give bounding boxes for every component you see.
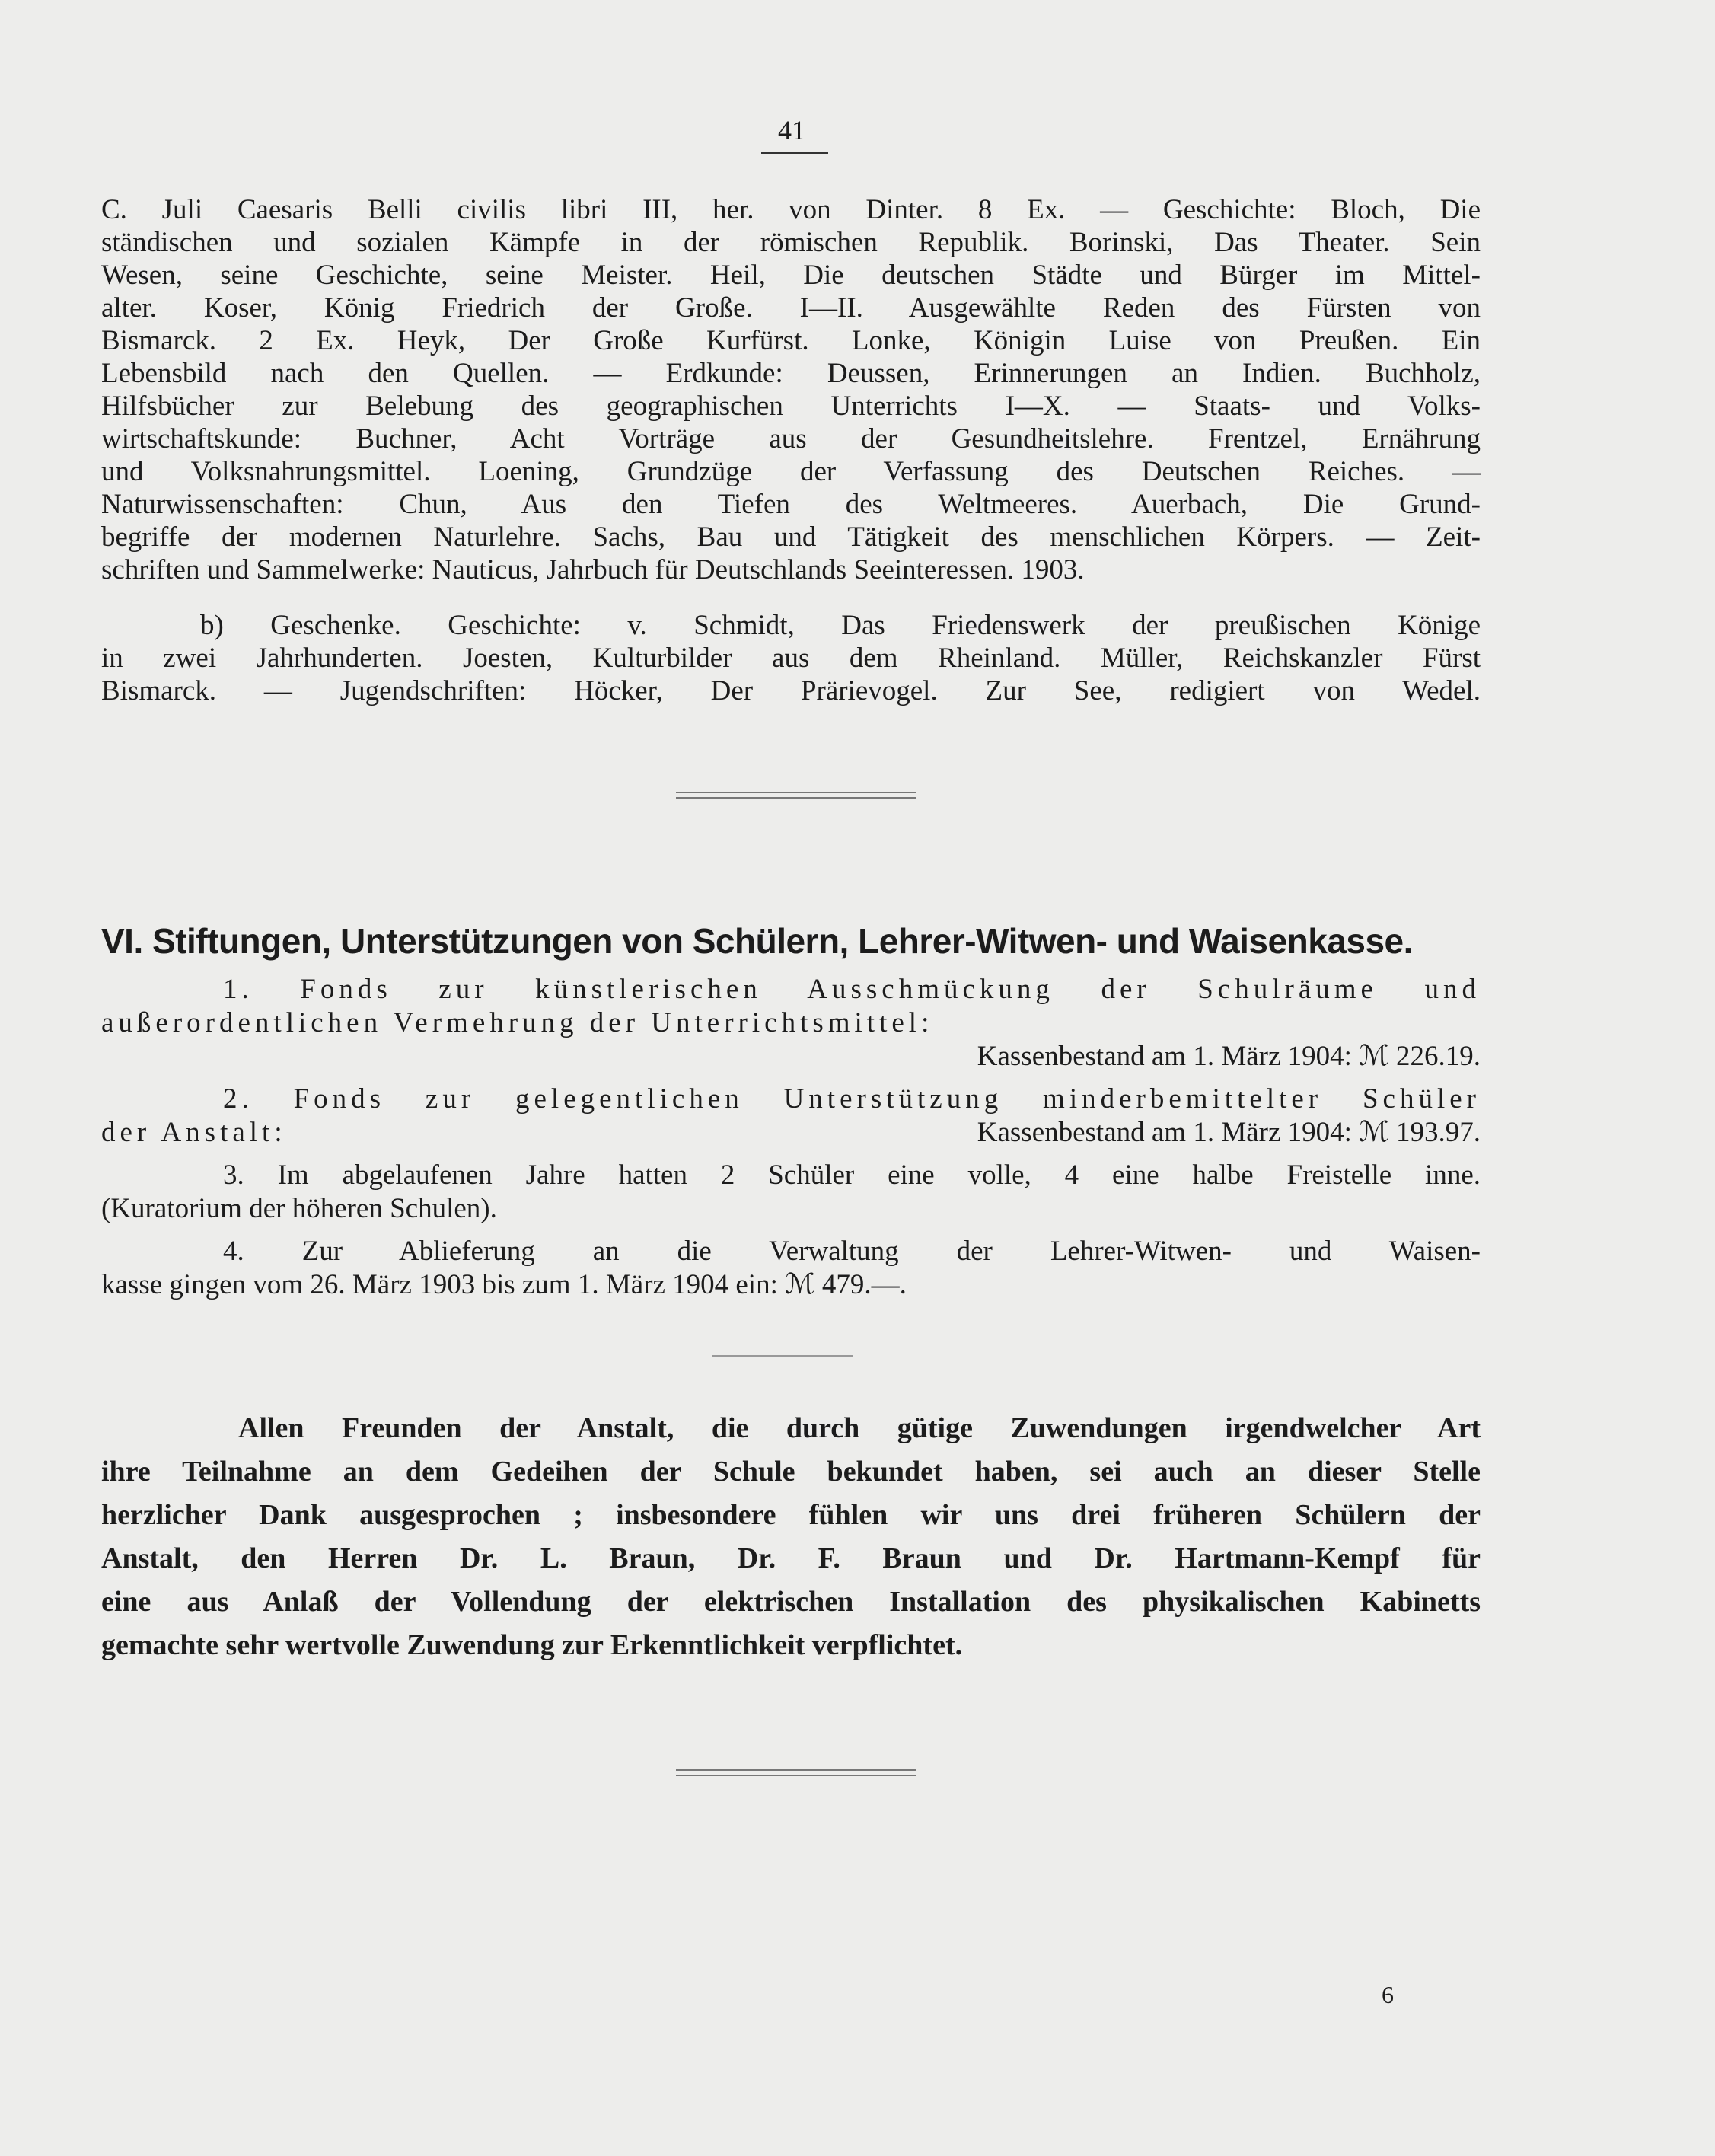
text-line: begriffe der modernen Naturlehre. Sachs, Bau und Tätigkeit des menschlichen Körpers. — Zeit- xyxy=(101,521,1481,553)
page-number: 41 xyxy=(778,115,805,145)
text-line: Wesen, seine Geschichte, seine Meister. Heil, Die deutschen Städte und Bürger im Mittel- xyxy=(101,260,1481,291)
text-line: ihre Teilnahme an dem Gedeihen der Schule bekundet haben, sei auch an dieser Stelle xyxy=(101,1456,1481,1488)
text-line: Bismarck. — Jugendschriften: Höcker, Der Prärievogel. Zur See, redigiert von Wedel. xyxy=(101,675,1481,706)
signature-number: 6 xyxy=(1382,1981,1394,2008)
book-list-paragraph xyxy=(101,193,1481,586)
fund-2-balance: Kassenbestand am 1. März 1904: ℳ 193.97. xyxy=(977,1117,1481,1148)
text-line: Bismarck. 2 Ex. Heyk, Der Große Kurfürst. Lonke, Königin Luise von Preußen. Ein xyxy=(101,325,1481,356)
text-line: gemachte sehr wertvolle Zuwendung zur Erkenntlichkeit verpflichtet. xyxy=(101,1629,963,1661)
text-line: Lebensbild nach den Quellen. — Erdkunde: Deussen, Erinnerungen an Indien. Buchholz, xyxy=(101,358,1481,389)
text-line: schriften und Sammelwerke: Nauticus, Jahrbuch für Deutschlands Seeinteressen. 1903. xyxy=(101,554,1085,585)
text-line: eine aus Anlaß der Vollendung der elektrischen Installation des physikalischen Kabinetts xyxy=(101,1586,1481,1618)
text-line: herzlicher Dank ausgesprochen ; insbesondere fühlen wir uns drei früheren Schülern der xyxy=(101,1499,1481,1531)
text-line: Allen Freunden der Anstalt, die durch gütige Zuwendungen irgendwelcher Art xyxy=(238,1412,1481,1444)
item-3-text: 3. Im abgelaufenen Jahre hatten 2 Schüler eine volle, 4 eine halbe Freistelle inne. xyxy=(223,1159,1481,1191)
item-3-text-cont: (Kuratorium der höheren Schulen). xyxy=(101,1193,497,1224)
section-divider xyxy=(676,1769,916,1771)
gifts-paragraph xyxy=(101,609,1481,707)
text-line: in zwei Jahrhunderten. Joesten, Kulturbilder aus dem Rheinland. Müller, Reichskanzler Fürst xyxy=(101,643,1481,674)
item-4-text-cont: kasse gingen vom 26. März 1903 bis zum 1. März 1904 ein: ℳ 479.—. xyxy=(101,1269,907,1300)
section-divider xyxy=(676,1775,916,1776)
fund-1-balance: Kassenbestand am 1. März 1904: ℳ 226.19. xyxy=(977,1041,1481,1072)
text-line: Naturwissenschaften: Chun, Aus den Tiefen des Weltmeeres. Auerbach, Die Grund- xyxy=(101,489,1481,520)
text-line: und Volksnahrungsmittel. Loening, Grundzüge der Verfassung des Deutschen Reiches. — xyxy=(101,456,1481,487)
text-line: alter. Koser, König Friedrich der Große. I—II. Ausgewählte Reden des Fürsten von xyxy=(101,292,1481,324)
section-divider xyxy=(676,792,916,793)
fund-2-title: 2. Fonds zur gelegentlichen Unterstützung minderbemittelter Schüler xyxy=(223,1083,1481,1115)
text-line: b) Geschenke. Geschichte: v. Schmidt, Das Friedenswerk der preußischen Könige xyxy=(200,610,1481,641)
thanks-paragraph xyxy=(101,1407,1481,1667)
fund-1-title-cont: außerordentlichen Vermehrung der Unterrichtsmittel: xyxy=(101,1007,934,1038)
text-line: C. Juli Caesaris Belli civilis libri III, her. von Dinter. 8 Ex. — Geschichte: Bloch, Die xyxy=(101,194,1481,225)
text-line: ständischen und sozialen Kämpfe in der römischen Republik. Borinski, Das Theater. Sein xyxy=(101,227,1481,258)
text-line: Anstalt, den Herren Dr. L. Braun, Dr. F. Braun und Dr. Hartmann-Kempf für xyxy=(101,1542,1481,1574)
section-divider xyxy=(676,797,916,799)
page-number-underline xyxy=(761,152,828,154)
fund-2-row xyxy=(101,1116,1481,1150)
item-4-text: 4. Zur Ablieferung an die Verwaltung der Lehrer-Witwen- und Waisen- xyxy=(223,1236,1481,1267)
text-line: Hilfsbücher zur Belebung des geographischen Unterrichts I—X. — Staats- und Volks- xyxy=(101,391,1481,422)
section-divider xyxy=(712,1355,853,1357)
section-vi-body xyxy=(101,973,1481,1302)
fund-2-left: der Anstalt: xyxy=(101,1117,287,1148)
section-heading: VI. Stiftungen, Unterstützungen von Schülern, Lehrer-Witwen- und Waisenkasse. xyxy=(101,921,1413,961)
text-line: wirtschaftskunde: Buchner, Acht Vorträge aus der Gesundheitslehre. Frentzel, Ernährung xyxy=(101,423,1481,454)
fund-1-title: 1. Fonds zur künstlerischen Ausschmückung der Schulräume und xyxy=(223,974,1481,1005)
